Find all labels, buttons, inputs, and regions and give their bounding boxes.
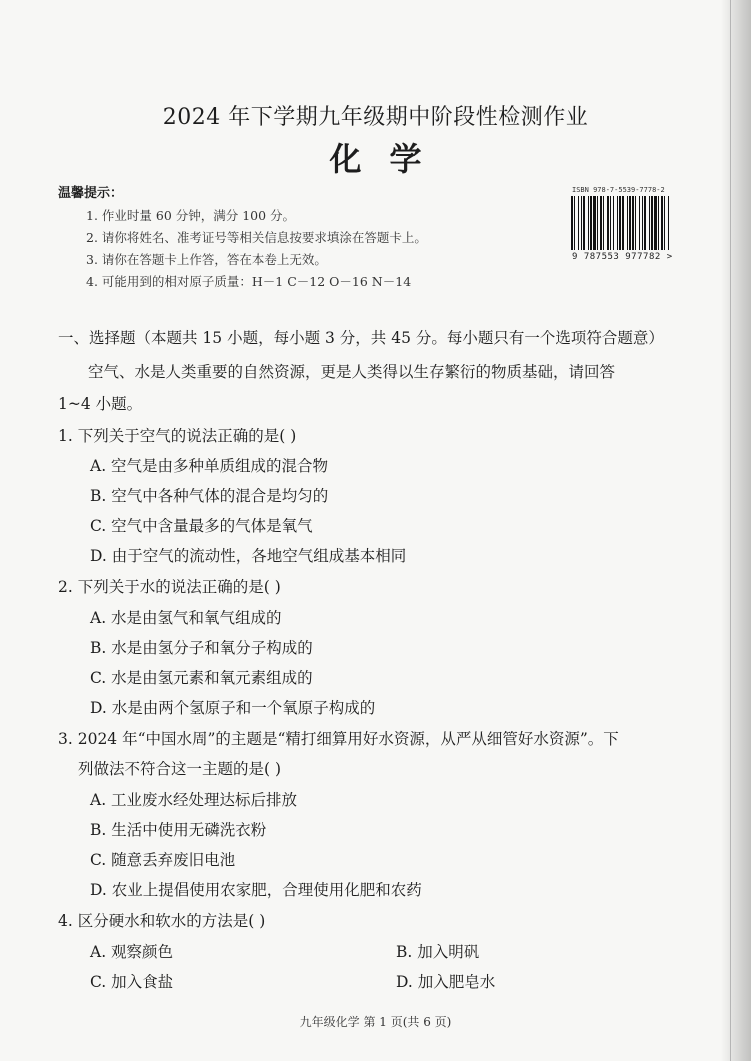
tips-heading: 温馨提示：: [58, 186, 124, 201]
question-2-option-b: B. 水是由氢分子和氧分子构成的: [90, 639, 313, 657]
question-3-option-c: C. 随意丢弃废旧电池: [90, 851, 236, 869]
question-2-option-d: D. 水是由两个氢原子和一个氧原子构成的: [90, 699, 376, 717]
question-3-option-b: B. 生活中使用无磷洗衣粉: [90, 821, 267, 839]
question-1-option-a: A. 空气是由多种单质组成的混合物: [90, 457, 329, 475]
barcode-icon: [570, 196, 670, 250]
question-1-option-d: D. 由于空气的流动性，各地空气组成基本相同: [90, 547, 407, 565]
tip-item: 4. 可能用到的相对原子质量：H－1 C－12 O－16 N－14: [86, 274, 412, 289]
question-2-option-a: A. 水是由氢气和氧气组成的: [90, 609, 282, 627]
question-3-stem-line2: 列做法不符合这一主题的是( ): [78, 760, 282, 778]
question-1-stem: 1. 下列关于空气的说法正确的是( ): [58, 427, 297, 445]
question-2-option-c: C. 水是由氢元素和氧元素组成的: [90, 669, 313, 687]
question-4-option-a: A. 观察颜色: [90, 943, 174, 961]
tip-item: 3. 请你在答题卡上作答，答在本卷上无效。: [86, 252, 327, 267]
subject-title: 化学: [329, 140, 450, 178]
tip-item: 2. 请你将姓名、准考证号等相关信息按要求填涂在答题卡上。: [86, 230, 427, 245]
question-3-option-a: A. 工业废水经处理达标后排放: [90, 791, 298, 809]
question-3-stem-line1: 3. 2024 年“中国水周”的主题是“精打细算用好水资源，从严从细管好水资源”。下: [58, 730, 619, 748]
barcode-number: 9 787553 977782 >: [572, 252, 673, 262]
page-footer: 九年级化学 第 1 页(共 6 页): [299, 1015, 452, 1029]
question-4-stem: 4. 区分硬水和软水的方法是( ): [58, 912, 266, 930]
question-2-stem: 2. 下列关于水的说法正确的是( ): [58, 578, 281, 596]
question-4-option-b: B. 加入明矾: [396, 943, 480, 961]
question-3-option-d: D. 农业上提倡使用农家肥，合理使用化肥和农药: [90, 881, 422, 899]
isbn-label: ISBN 978-7-5539-7778-2: [572, 186, 665, 194]
section-intro-line1: 空气、水是人类重要的自然资源，更是人类得以生存繁衍的物质基础，请回答: [88, 363, 616, 381]
tip-item: 1. 作业时量 60 分钟，满分 100 分。: [86, 208, 296, 223]
section-intro-line2: 1~4 小题。: [58, 395, 143, 413]
question-4-option-d: D. 加入肥皂水: [396, 973, 496, 991]
question-4-option-c: C. 加入食盐: [90, 973, 174, 991]
question-1-option-c: C. 空气中含量最多的气体是氧气: [90, 517, 313, 535]
exam-title: 2024 年下学期九年级期中阶段性检测作业: [162, 105, 589, 130]
section-heading: 一、选择题（本题共 15 小题，每小题 3 分，共 45 分。每小题只有一个选项符合题意）: [58, 329, 664, 347]
question-1-option-b: B. 空气中各种气体的混合是均匀的: [90, 487, 329, 505]
